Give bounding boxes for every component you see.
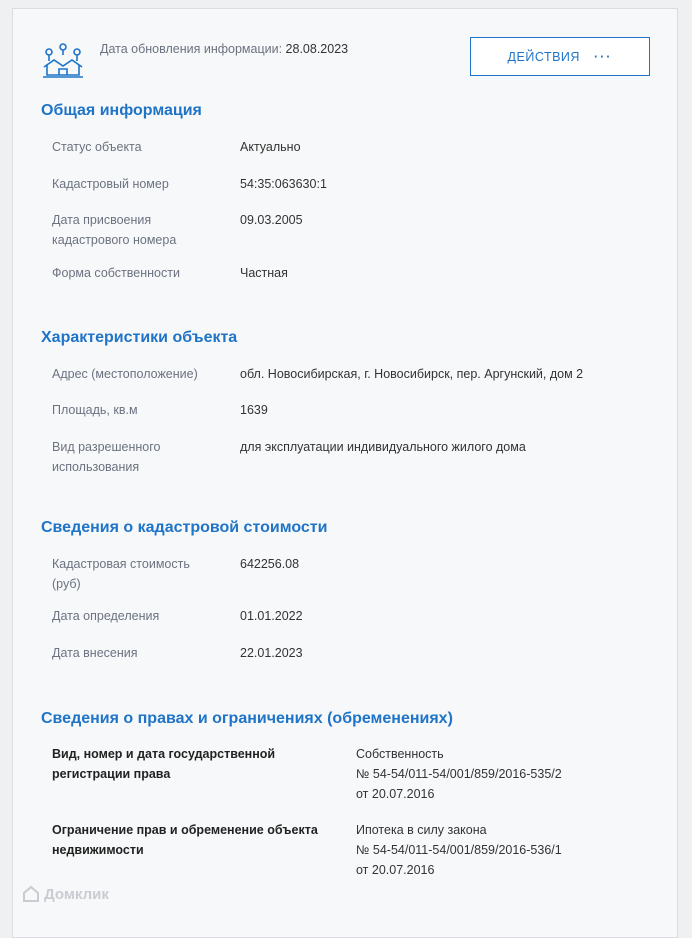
section-title-rights: Сведения о правах и ограничениях (обременениях) <box>41 710 453 727</box>
row-label <box>52 174 227 194</box>
row-value-line: обл. Новосибирская, г. Новосибирск, пер. Аргунский, дом 2 <box>240 367 584 381</box>
update-info <box>100 42 348 56</box>
row-value-line: для эксплуатации индивидуального жилого дома <box>240 440 526 454</box>
row-label <box>52 263 227 283</box>
watermark <box>22 885 109 903</box>
row-value <box>356 820 692 880</box>
section-title-general: Общая информация <box>41 102 202 119</box>
row-value-line: 642256.08 <box>240 557 300 571</box>
actions-button[interactable] <box>470 37 650 76</box>
row-value-line: от 20.07.2016 <box>356 863 435 877</box>
row-value-line: Актуально <box>240 140 301 154</box>
row-value-line: Ипотека в силу закона <box>356 823 487 837</box>
row-value <box>240 400 660 420</box>
row-label-line: Адрес (местоположение) <box>52 367 198 381</box>
row-label-line: Дата присвоения <box>52 213 152 227</box>
row-value <box>240 364 660 384</box>
update-date: 28.08.2023 <box>285 42 349 56</box>
watermark-text: Домклик <box>44 885 109 903</box>
row-label-line: Кадастровая стоимость <box>52 557 190 571</box>
row-label <box>52 554 227 594</box>
row-value <box>240 174 660 194</box>
row-label-line: регистрации права <box>52 767 171 781</box>
row-label-line: кадастрового номера <box>52 233 177 247</box>
actions-label: ДЕЙСТВИЯ <box>507 49 580 64</box>
domclick-logo-icon <box>22 885 40 903</box>
row-value <box>240 137 660 157</box>
row-value <box>240 554 660 574</box>
row-value <box>240 263 660 283</box>
houses-icon <box>42 43 84 79</box>
row-label-line: (руб) <box>52 577 81 591</box>
object-info-card <box>12 8 678 938</box>
row-label-line: Дата внесения <box>52 646 138 660</box>
row-value <box>356 744 692 804</box>
row-label <box>52 606 227 626</box>
row-value-line: 1639 <box>240 403 268 417</box>
update-label: Дата обновления информации: <box>100 42 283 56</box>
row-value <box>240 643 660 663</box>
row-label <box>52 137 227 157</box>
row-label <box>52 820 322 860</box>
row-label <box>52 744 322 784</box>
row-label-line: недвижимости <box>52 843 144 857</box>
row-value-line: 54:35:063630:1 <box>240 177 327 191</box>
row-value-line: № 54-54/011-54/001/859/2016-536/1 <box>356 843 562 857</box>
row-label <box>52 210 227 250</box>
row-label-line: Ограничение прав и обременение объекта <box>52 823 318 837</box>
row-value-line: 22.01.2023 <box>240 646 303 660</box>
row-label-line: Вид разрешенного <box>52 440 161 454</box>
row-label-line: Вид, номер и дата государственной <box>52 747 276 761</box>
row-value <box>240 210 660 230</box>
row-value-line: от 20.07.2016 <box>356 787 435 801</box>
row-label-line: Площадь, кв.м <box>52 403 138 417</box>
row-label-line: использования <box>52 460 140 474</box>
row-label-line: Форма собственности <box>52 266 180 280</box>
row-value <box>240 437 660 457</box>
row-label-line: Дата определения <box>52 609 160 623</box>
row-value-line: Частная <box>240 266 288 280</box>
row-label <box>52 364 227 384</box>
row-value-line: Собственность <box>356 747 444 761</box>
more-dots-icon: ··· <box>593 49 613 64</box>
row-value-line: № 54-54/011-54/001/859/2016-535/2 <box>356 767 562 781</box>
section-title-cost: Сведения о кадастровой стоимости <box>41 519 328 536</box>
row-label <box>52 400 227 420</box>
row-label-line: Статус объекта <box>52 140 142 154</box>
row-label <box>52 437 227 477</box>
row-value-line: 09.03.2005 <box>240 213 303 227</box>
row-value-line: 01.01.2022 <box>240 609 303 623</box>
row-value <box>240 606 660 626</box>
row-label-line: Кадастровый номер <box>52 177 169 191</box>
section-title-characteristics: Характеристики объекта <box>41 329 238 346</box>
row-label <box>52 643 227 663</box>
